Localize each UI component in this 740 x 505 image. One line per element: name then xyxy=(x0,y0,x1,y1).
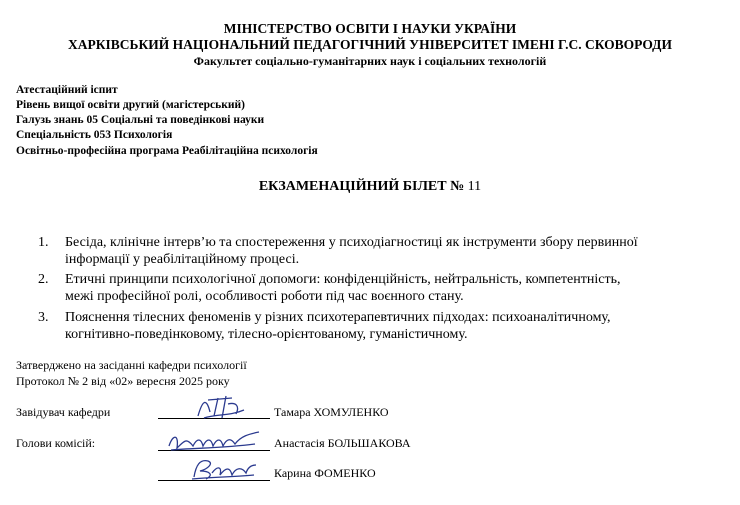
ticket-title xyxy=(0,179,740,195)
question-number: 1. xyxy=(38,235,49,250)
question-line: інформації у реабілітаційному процесі. xyxy=(65,252,300,267)
signature-mark xyxy=(192,392,248,422)
signature-name: Тамара ХОМУЛЕНКО xyxy=(274,405,389,419)
question-item xyxy=(38,234,728,268)
exam-type: Атестаційний іспит xyxy=(16,84,118,96)
signature-role: Голови комісій: xyxy=(16,436,96,450)
question-line: Пояснення тілесних феноменів у різних психотерапевтичних підходах: психоаналітичному, xyxy=(65,310,611,325)
field-of-knowledge: Галузь знань 05 Соціальні та поведінкові науки xyxy=(16,114,265,126)
educational-program: Освітньо-професійна програма Реабілітаційна психологія xyxy=(16,145,318,157)
signature-mark xyxy=(188,455,258,483)
protocol-line: Протокол № 2 від «02» вересня 2025 року xyxy=(16,374,230,388)
signature-mark xyxy=(165,426,265,456)
signature-name: Анастасія БОЛЬШАКОВА xyxy=(274,436,411,450)
ministry-heading: МІНІСТЕРСТВО ОСВІТИ І НАУКИ УКРАЇНИ xyxy=(223,21,517,36)
question-number: 2. xyxy=(38,272,49,287)
question-item xyxy=(38,309,728,343)
question-line: когнітивно-поведінковому, тілесно-орієнтованому, гуманістичному. xyxy=(65,327,468,342)
signature-role: Завідувач кафедри xyxy=(16,405,111,419)
question-line: Етичні принципи психологічної допомоги: конфіденційність, нейтральність, компетентність, xyxy=(65,272,621,287)
question-line: Бесіда, клінічне інтерв’ю та спостереження у психодіагностиці як інструменти збору первинної xyxy=(65,235,638,250)
ticket-number: 11 xyxy=(467,179,482,194)
question-number: 3. xyxy=(38,310,49,325)
question-item xyxy=(38,271,728,305)
question-line: межі професійної ролі, особливості роботи під час воєнного стану. xyxy=(65,289,464,304)
signature-name: Карина ФОМЕНКО xyxy=(274,466,376,480)
approval-line: Затверджено на засіданні кафедри психології xyxy=(16,358,247,372)
university-heading: ХАРКІВСЬКИЙ НАЦІОНАЛЬНИЙ ПЕДАГОГІЧНИЙ УНІВЕРСИТЕТ ІМЕНІ Г.С. СКОВОРОДИ xyxy=(68,37,672,52)
specialty: Спеціальність 053 Психологія xyxy=(16,129,173,141)
faculty-heading: Факультет соціально-гуманітарних наук і соціальних технологій xyxy=(193,54,547,68)
ticket-label: ЕКЗАМЕНАЦІЙНИЙ БІЛЕТ № xyxy=(258,179,465,194)
education-level: Рівень вищої освіти другий (магістерський) xyxy=(16,99,245,111)
